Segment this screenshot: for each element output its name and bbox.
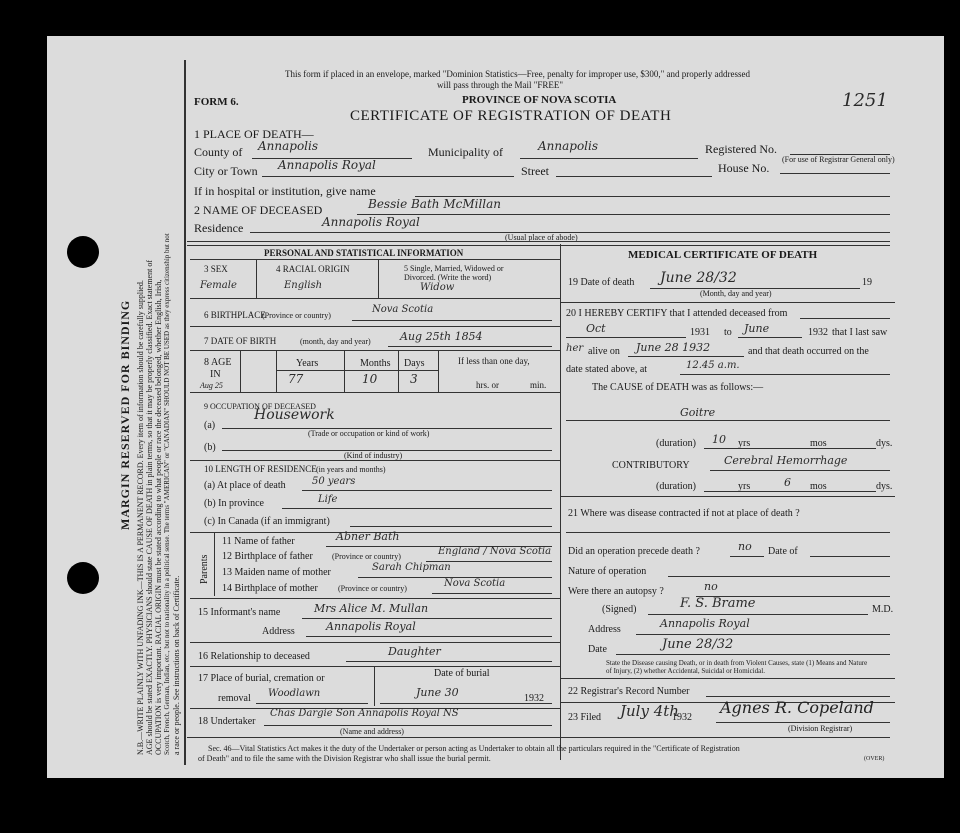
occupation-a: (a) <box>204 420 216 431</box>
city-label: City or Town <box>194 164 258 178</box>
hrs-label: hrs. or <box>476 380 499 390</box>
physician-address-label: Address <box>588 624 621 635</box>
burial-date-label: Date of burial <box>434 668 490 679</box>
parents-label: Parents <box>199 554 210 584</box>
margin-instruction: AGE should be stated EXACTLY. PHYSICIANS should state CAUSE OF DEATH in plain terms, so that it may be properly classified. Exact statement of <box>145 260 154 755</box>
age-years-value: 77 <box>288 372 304 386</box>
binder-hole <box>67 236 99 268</box>
age-months-value: 10 <box>362 372 378 386</box>
father-birthplace-note: (Province or country) <box>332 552 401 561</box>
min-label: min. <box>530 380 547 390</box>
age-days-value: 3 <box>410 372 418 386</box>
mother-birthplace-label: 14 Birthplace of mother <box>222 583 318 594</box>
municipality-label: Municipality of <box>428 145 503 159</box>
physician-address-value: Annapolis Royal <box>660 617 750 630</box>
operation-value: no <box>738 540 752 553</box>
years-label: Years <box>296 358 319 369</box>
state-note: of Injury, (2) whether Accidental, Suicidal or Homicidal. <box>606 667 765 675</box>
father-name-label: 11 Name of father <box>222 536 295 547</box>
autopsy-label: Were there an autopsy ? <box>568 586 664 597</box>
mother-name-value: Sarah Chipman <box>372 562 451 573</box>
occupation-value: Housework <box>254 407 335 423</box>
dys-label: dys. <box>876 438 893 449</box>
informant-address-label: Address <box>262 626 295 637</box>
mos-label: mos <box>810 438 827 449</box>
abode-note: (Usual place of abode) <box>505 233 578 242</box>
mail-notice: This form if placed in an envelope, marked "Dominion Statistics—Free, penalty for improper use, $300," and properly addressed <box>285 69 750 79</box>
md-label: M.D. <box>872 604 894 615</box>
alive-on-label: alive on <box>588 346 620 357</box>
burial-date-value: June 30 <box>416 686 459 699</box>
yrs-label: yrs <box>738 481 751 492</box>
attended-from-year: 1931 <box>690 327 710 338</box>
form-number: FORM 6. <box>194 96 239 108</box>
margin-instruction: N.B.—WRITE PLAINLY WITH UNFADING INK—THIS IS A PERMANENT RECORD. Every item of information should be carefully supplied. <box>136 280 145 755</box>
margin-instruction: Scotch, French, German, Indian, etc., but not to nationality in a political sense. The terms "AMERICAN" or "CANADIAN" SHOULD NOT BE USED as they express citizenship but not <box>163 233 171 755</box>
mos-label: mos <box>810 481 827 492</box>
cause-label: The CAUSE of DEATH was as follows:— <box>592 382 764 393</box>
marital-value: Widow <box>420 282 455 293</box>
operation-nature-label: Nature of operation <box>568 566 647 577</box>
footer-note: Sec. 46—Vital Statistics Act makes it the duty of the Undertaker or person acting as Undertaker to obtain all the particulars required in the "Certificate of Registration <box>208 744 740 753</box>
at-place-label: (a) At place of death <box>204 480 286 491</box>
in-province-label: (b) In province <box>204 498 264 509</box>
in-canada-label: (c) In Canada (if an immigrant) <box>204 516 330 527</box>
birthplace-value: Nova Scotia <box>372 304 434 315</box>
margin-rule <box>184 60 186 765</box>
racial-origin-value: English <box>284 280 323 291</box>
length-residence-label: 10 LENGTH OF RESIDENCE <box>204 464 317 474</box>
marital-label: Divorced. (Write the word) <box>404 273 492 282</box>
contributory-label: CONTRIBUTORY <box>612 460 690 471</box>
registered-no-label: Registered No. <box>705 142 777 156</box>
personal-heading: PERSONAL AND STATISTICAL INFORMATION <box>264 248 464 258</box>
date-of-death-value: June 28/32 <box>660 270 737 286</box>
date-of-death-label: 19 Date of death <box>568 277 635 288</box>
date-of-death-year: 19 <box>862 277 872 288</box>
county-label: County of <box>194 145 243 159</box>
dys-label: dys. <box>876 481 893 492</box>
duration-months-value: 6 <box>784 476 791 489</box>
city-value: Annapolis Royal <box>278 158 376 172</box>
record-number-label: 22 Registrar's Record Number <box>568 686 690 697</box>
over-label: (OVER) <box>864 756 885 762</box>
last-saw-pronoun: her <box>566 343 584 354</box>
burial-year: 1932 <box>524 693 544 704</box>
last-saw-label: that I last saw <box>832 327 888 338</box>
place-of-death-label: 1 PLACE OF DEATH— <box>194 127 314 141</box>
mother-birthplace-note: (Province or country) <box>338 584 407 593</box>
footer-note: of Death" and to file the same with the Division Registrar who shall issue the burial permit. <box>198 754 491 763</box>
dob-value: Aug 25th 1854 <box>400 330 483 343</box>
informant-address-value: Annapolis Royal <box>326 620 416 633</box>
hospital-label: If in hospital or institution, give name <box>194 184 376 198</box>
signed-label: (Signed) <box>602 604 637 615</box>
date-of-death-note: (Month, day and year) <box>700 289 772 298</box>
margin-instruction: OCCUPATION is very important. RACIAL ORIGIN must be stated according to what people or race the deceased belonged, whether English, Irish, <box>154 279 163 755</box>
registered-note: (For use of Registrar General only) <box>782 155 895 164</box>
contributory-value: Cerebral Hemorrhage <box>724 454 848 467</box>
undertaker-value: Chas Dargie Son Annapolis Royal NS <box>270 708 459 719</box>
mail-notice: will pass through the Mail "FREE" <box>437 80 564 90</box>
binder-hole <box>67 562 99 594</box>
deceased-name-label: 2 NAME OF DECEASED <box>194 203 323 217</box>
residence-value: Annapolis Royal <box>322 215 420 229</box>
filed-label: 23 Filed <box>568 712 602 723</box>
father-name-value: Abner Bath <box>336 530 400 543</box>
in-province-value: Life <box>318 494 338 505</box>
margin-binding-label: MARGIN RESERVED FOR BINDING <box>118 299 132 530</box>
residence-label: Residence <box>194 221 244 235</box>
father-birthplace-value: England / Nova Scotia <box>438 546 552 557</box>
yrs-label: yrs <box>738 438 751 449</box>
relationship-value: Daughter <box>388 645 441 658</box>
informant-label: 15 Informant's name <box>198 607 281 618</box>
division-registrar-note: (Division Registrar) <box>788 724 853 733</box>
margin-instruction: a race or people. See instructions on back of Certificate. <box>172 575 181 755</box>
undertaker-note: (Name and address) <box>340 727 404 736</box>
registrar-signature: Agnes R. Copeland <box>720 698 874 717</box>
cause-of-death-value: Goitre <box>680 406 716 419</box>
death-occurred-label: and that death occurred on the <box>748 346 869 357</box>
registration-number: 1251 <box>842 90 888 111</box>
filed-date-value: July 4th <box>620 702 679 720</box>
certification-date-value: June 28/32 <box>662 637 734 652</box>
deceased-name-value: Bessie Bath McMillan <box>368 197 502 211</box>
date-stated-label: date stated above, at <box>566 364 648 375</box>
length-residence-note: (in years and months) <box>316 465 386 474</box>
page-title: CERTIFICATE OF REGISTRATION OF DEATH <box>350 108 672 124</box>
duration-label: (duration) <box>656 481 696 492</box>
age-label: 8 AGE <box>204 357 232 368</box>
less-than-day-label: If less than one day, <box>458 356 530 366</box>
birthplace-label: 6 BIRTHPLACE <box>204 310 266 320</box>
sex-label: 3 SEX <box>204 264 228 274</box>
burial-place-label: removal <box>218 693 251 704</box>
autopsy-value: no <box>704 580 718 593</box>
sex-value: Female <box>200 280 237 291</box>
physician-signature: F. S. Brame <box>680 596 756 611</box>
dob-note: (month, day and year) <box>300 337 371 346</box>
operation-date-label: Date of <box>768 546 798 557</box>
days-label: Days <box>404 358 425 369</box>
house-no-label: House No. <box>718 161 770 175</box>
burial-place-value: Woodlawn <box>268 688 321 699</box>
alive-on-value: June 28 1932 <box>636 341 711 354</box>
mother-birthplace-value: Nova Scotia <box>444 578 506 589</box>
months-label: Months <box>360 358 391 369</box>
father-birthplace-label: 12 Birthplace of father <box>222 551 313 562</box>
occupation-b: (b) <box>204 442 216 453</box>
at-place-value: 50 years <box>312 476 356 487</box>
certify-label: 20 I HEREBY CERTIFY that I attended deceased from <box>566 308 788 319</box>
municipality-value: Annapolis <box>538 139 599 153</box>
relationship-label: 16 Relationship to deceased <box>198 651 310 662</box>
filed-year: 1932 <box>672 712 692 723</box>
county-value: Annapolis <box>258 139 319 153</box>
birthplace-note: (Province or country) <box>262 311 331 320</box>
age-side-note: Aug 25 <box>200 381 223 390</box>
marital-label: 5 Single, Married, Widowed or <box>404 264 504 273</box>
contracted-label: 21 Where was disease contracted if not at place of death ? <box>568 508 800 519</box>
attended-to-value: June <box>744 322 770 335</box>
racial-origin-label: 4 RACIAL ORIGIN <box>276 264 350 274</box>
certification-date-label: Date <box>588 644 607 655</box>
duration-label: (duration) <box>656 438 696 449</box>
informant-value: Mrs Alice M. Mullan <box>314 602 429 615</box>
dob-label: 7 DATE OF BIRTH <box>204 336 277 346</box>
duration-years-value: 10 <box>712 433 726 446</box>
mother-name-label: 13 Maiden name of mother <box>222 567 331 578</box>
time-of-death-value: 12.45 a.m. <box>686 360 740 371</box>
undertaker-label: 18 Undertaker <box>198 716 256 727</box>
age-label: IN <box>210 369 221 380</box>
attended-to-year: 1932 <box>808 327 828 338</box>
street-label: Street <box>521 164 549 178</box>
occupation-b-note: (Kind of industry) <box>344 451 403 460</box>
province-heading: PROVINCE OF NOVA SCOTIA <box>462 94 617 106</box>
occupation-label: 9 OCCUPATION OF DECEASED <box>204 402 316 411</box>
burial-place-label: 17 Place of burial, cremation or <box>198 673 325 684</box>
medical-heading: MEDICAL CERTIFICATE OF DEATH <box>628 249 818 261</box>
occupation-a-note: (Trade or occupation or kind of work) <box>308 429 430 438</box>
operation-label: Did an operation precede death ? <box>568 546 700 557</box>
state-note: State the Disease causing Death, or in death from Violent Causes, state (1) Means and Nature <box>606 659 868 667</box>
attended-from-value: Oct <box>586 322 606 335</box>
attended-to-label: to <box>724 327 732 338</box>
